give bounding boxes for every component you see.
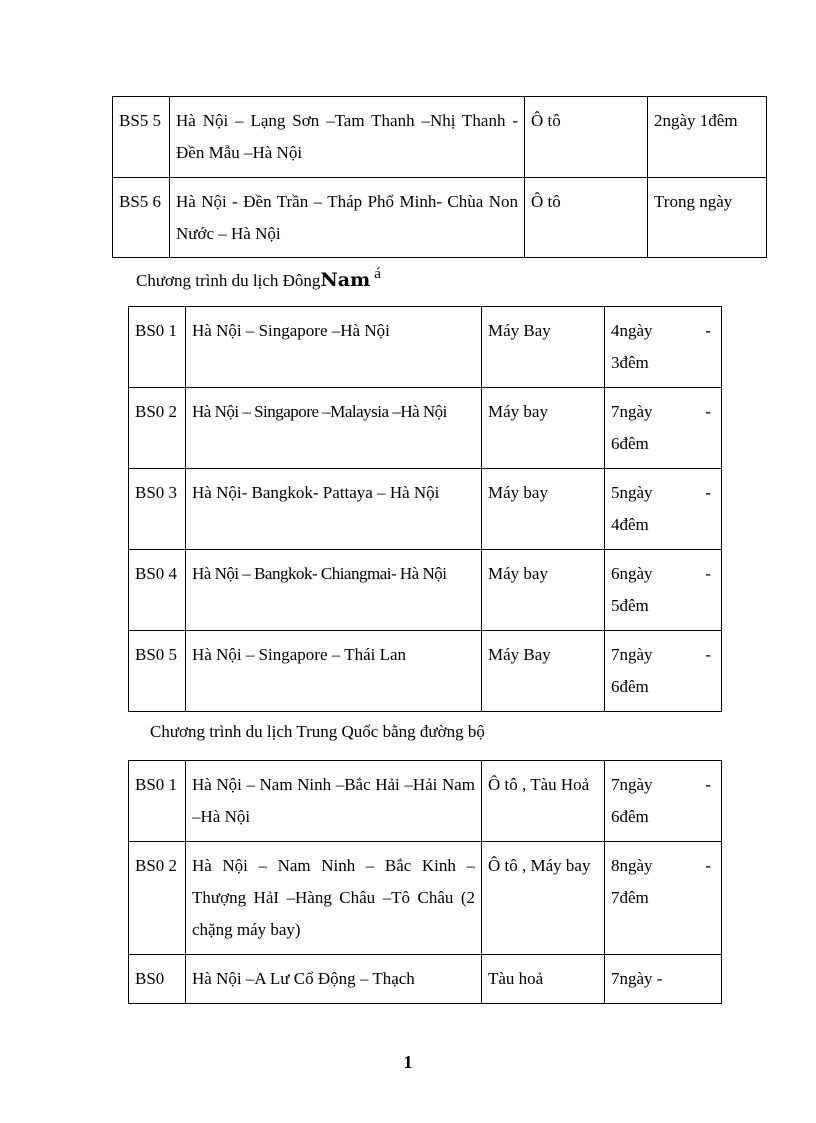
table-row <box>129 307 722 388</box>
tour-duration: 8ngày - 7đêm <box>605 842 722 955</box>
tour-transport: Máy bay <box>482 550 605 631</box>
tour-code: BS5 5 <box>113 97 170 178</box>
tour-duration: 2ngày 1đêm <box>648 97 767 178</box>
table-row <box>129 550 722 631</box>
tour-code: BS0 2 <box>129 842 186 955</box>
table-row <box>129 761 722 842</box>
tour-table-domestic <box>112 96 767 258</box>
tour-route: Hà Nội- Bangkok- Pattaya – Hà Nội <box>186 469 482 550</box>
page-number: 1 <box>403 1052 413 1072</box>
tour-route: Hà Nội – Singapore – Thái Lan <box>186 631 482 712</box>
tour-transport: Ô tô , Máy bay <box>482 842 605 955</box>
tour-transport: Máy bay <box>482 469 605 550</box>
tour-route: Hà Nội – Singapore –Malaysia –Hà Nội <box>186 388 482 469</box>
tour-route: Hà Nội - Đền Trần – Tháp Phổ Minh- Chùa Non Nước – Hà Nội <box>170 178 525 258</box>
tour-code: BS0 1 <box>129 307 186 388</box>
section-heading-southeast-asia: Chương trình du lịch ĐôngNam $^á$ <box>136 266 381 291</box>
tour-transport: Ô tô <box>525 178 648 258</box>
tour-route: Hà Nội – Nam Ninh –Bắc Hải –Hải Nam –Hà Nội <box>186 761 482 842</box>
tour-code: BS0 4 <box>129 550 186 631</box>
table-row <box>113 97 767 178</box>
tour-code: BS0 <box>129 955 186 1004</box>
tour-route: Hà Nội – Lạng Sơn –Tam Thanh –Nhị Thanh - Đền Mẫu –Hà Nội <box>170 97 525 178</box>
tour-duration: 7ngày - 6đêm <box>605 761 722 842</box>
tour-route: Hà Nội –A Lư Cổ Động – Thạch <box>186 955 482 1004</box>
table-row <box>129 388 722 469</box>
tour-transport: Máy Bay <box>482 307 605 388</box>
tour-duration: 7ngày - 6đêm <box>605 631 722 712</box>
tour-route: Hà Nội – Singapore –Hà Nội <box>186 307 482 388</box>
table-row <box>129 955 722 1004</box>
tour-route: Hà Nội – Bangkok- Chiangmai- Hà Nội <box>186 550 482 631</box>
tour-route: Hà Nội – Nam Ninh – Bắc Kinh – Thượng HảI –Hàng Châu –Tô Châu (2 chặng máy bay) <box>186 842 482 955</box>
table-row <box>129 842 722 955</box>
table-row <box>129 469 722 550</box>
tour-transport: Tàu hoả <box>482 955 605 1004</box>
tour-duration: 7ngày - <box>605 955 722 1004</box>
tour-transport: Máy Bay <box>482 631 605 712</box>
tour-duration: 5ngày - 4đêm <box>605 469 722 550</box>
section-heading-china: Chương trình du lịch Trung Quốc bằng đường bộ <box>150 722 485 741</box>
tour-code: BS0 1 <box>129 761 186 842</box>
tour-transport: Ô tô <box>525 97 648 178</box>
tour-duration: 7ngày - 6đêm <box>605 388 722 469</box>
tour-transport: Máy bay <box>482 388 605 469</box>
tour-code: BS0 5 <box>129 631 186 712</box>
tour-table-china <box>128 760 722 1004</box>
tour-code: BS0 2 <box>129 388 186 469</box>
table-row <box>129 631 722 712</box>
tour-code: BS0 3 <box>129 469 186 550</box>
tour-duration: 4ngày - 3đêm <box>605 307 722 388</box>
tour-table-southeast-asia <box>128 306 722 712</box>
table-row <box>113 178 767 258</box>
tour-transport: Ô tô , Tàu Hoả <box>482 761 605 842</box>
tour-duration: Trong ngày <box>648 178 767 258</box>
tour-code: BS5 6 <box>113 178 170 258</box>
tour-duration: 6ngày - 5đêm <box>605 550 722 631</box>
